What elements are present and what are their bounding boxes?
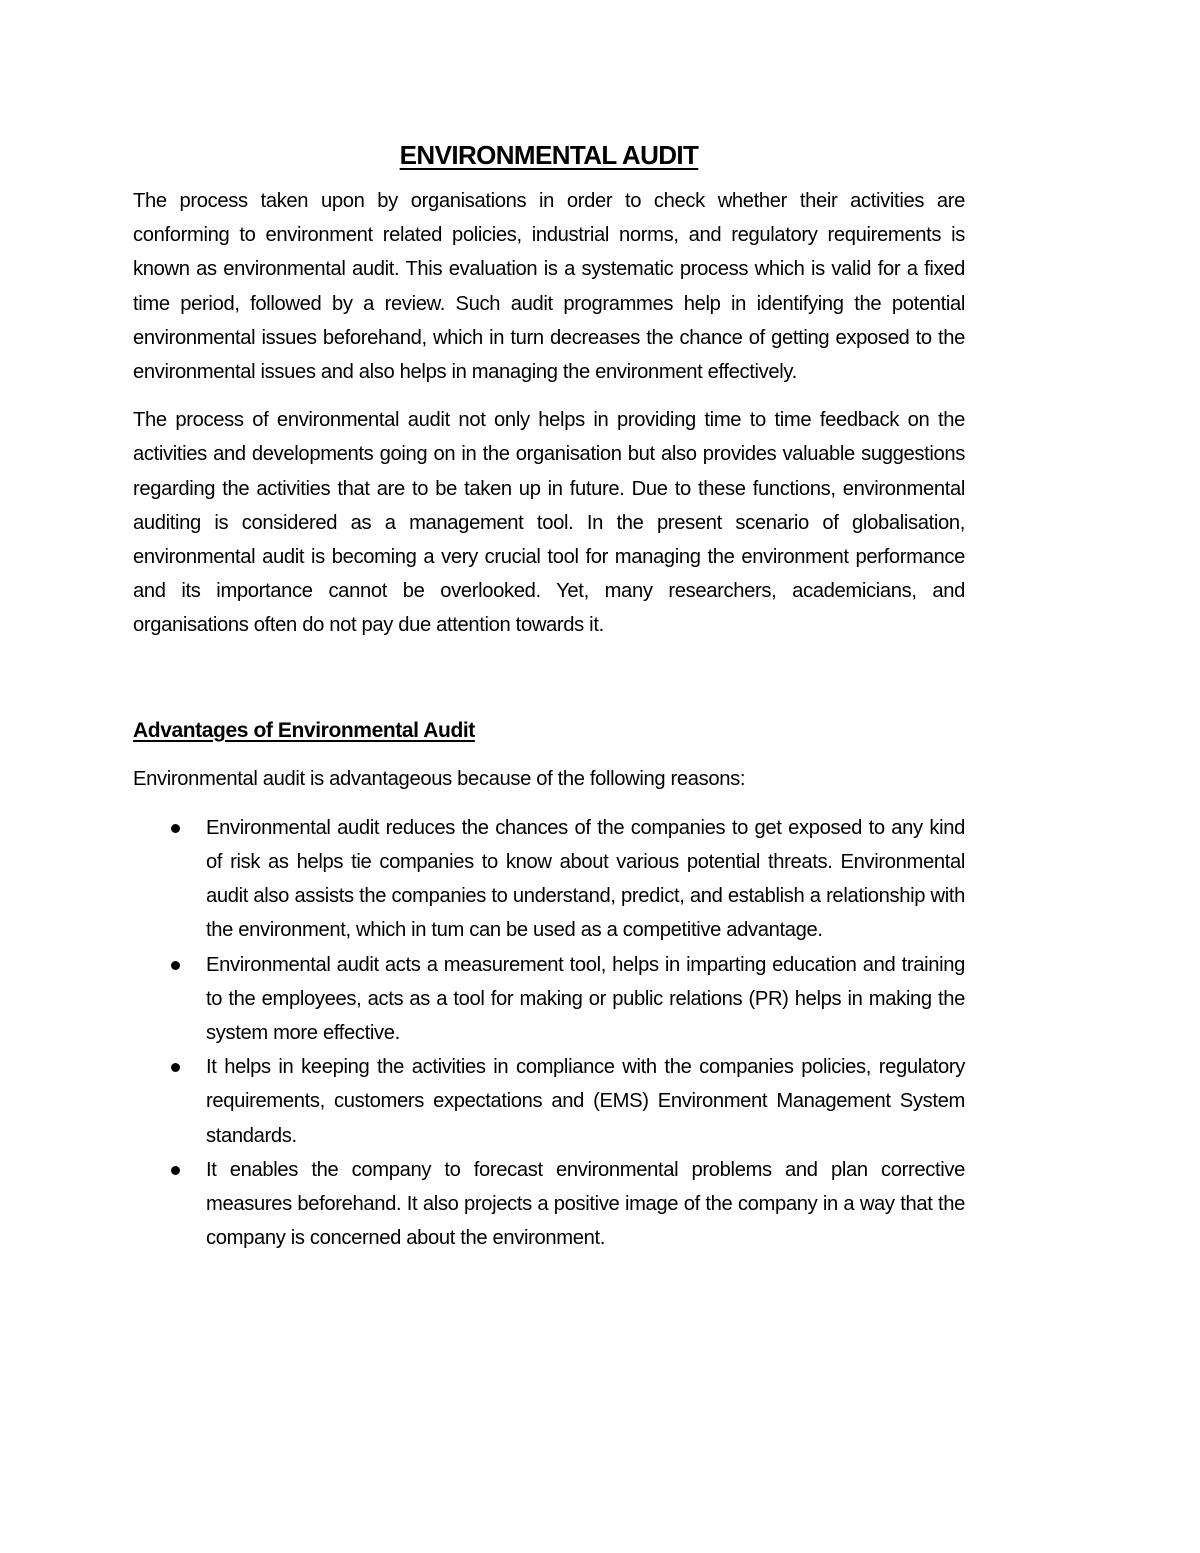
bullet-icon <box>171 824 180 833</box>
paragraph-importance: The process of environmental audit not only helps in providing time to time feedback on the activities and developments going on in the organisation but also provides valuable suggestions regarding the activities that are to be taken up in future. Due to these functions, environmental auditing is considered as a management tool. In the present scenario of globalisation, environmental audit is becoming a very crucial tool for managing the environment performance and its importance cannot be overlooked. Yet, many researchers, academicians, and organisations often do not pay due attention towards it. <box>133 409 965 637</box>
bullet-icon <box>171 1166 180 1175</box>
list-item-text: It enables the company to forecast environmental problems and plan corrective measures beforehand. It also projects a positive image of the company in a way that the company is concerned about the environment. <box>206 1158 965 1250</box>
paragraph-definition: The process taken upon by organisations in order to check whether their activities are conforming to environment related policies, industrial norms, and regulatory requirements is known as environmental audit. This evaluation is a systematic process which is valid for a fixed time period, followed by a review. Such audit programmes help in identifying the potential environmental issues beforehand, which in turn decreases the chance of getting exposed to the environmental issues and also helps in managing the environment effectively. <box>133 190 965 384</box>
document-page <box>133 138 965 1255</box>
bullet-icon <box>171 961 180 970</box>
document-title: ENVIRONMENTAL AUDIT <box>399 140 699 170</box>
list-item <box>133 811 965 948</box>
advantages-intro: Environmental audit is advantageous because of the following reasons: <box>133 767 746 790</box>
advantages-list <box>133 811 965 1256</box>
list-item <box>133 1153 965 1256</box>
list-item <box>133 1050 965 1153</box>
section-heading-advantages: Advantages of Environmental Audit <box>133 718 475 742</box>
list-item-text: Environmental audit reduces the chances of the companies to get exposed to any kind of risk as helps tie companies to know about various potential threats. Environmental audit also assists the companies to understand, predict, and establish a relationship with the environment, which in tum can be used as a competitive advantage. <box>206 816 965 942</box>
bullet-icon <box>171 1063 180 1072</box>
list-item <box>133 948 965 1051</box>
list-item-text: It helps in keeping the activities in compliance with the companies policies, regulatory requirements, customers expectations and (EMS) Environment Management System standards. <box>206 1056 965 1147</box>
list-item-text: Environmental audit acts a measurement tool, helps in imparting education and training to the employees, acts as a tool for making or public relations (PR) helps in making the system more effective. <box>206 953 965 1045</box>
